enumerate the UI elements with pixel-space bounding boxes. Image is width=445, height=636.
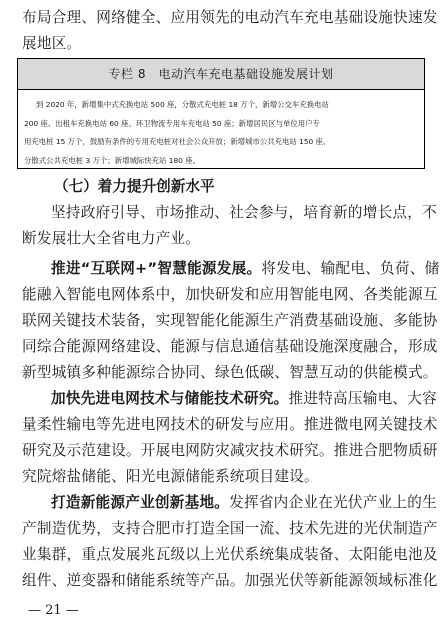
paragraph-4 (22, 490, 438, 594)
text-line (22, 256, 440, 282)
text-line: 布局合理、网络健全、应用领先的电动汽车充电基础设施快速发 (22, 9, 438, 26)
text-line: 断发展壮大全省电力产业。 (22, 230, 201, 247)
box-body (18, 90, 424, 170)
text-line (22, 490, 437, 516)
text-line: 坚持政府引导、市场推动、社会参与，培育新的增长点，不 (51, 204, 437, 221)
section-heading: （七）着力提升创新水平 (54, 178, 215, 195)
page-number: — 21 — (28, 603, 79, 618)
text-line: 联网关键技术装备，实现智能化能源生产消费基础设施、多能协 (22, 312, 438, 329)
text-line: 研究及示范建设。开展电网防灾减灾技术研究。推进合肥物质研 (22, 442, 438, 459)
box-line: 用充电桩 15 万个，鼓励有条件的专用充电桩对社会公众开放；新增城市公共充电站 150 座、 (24, 137, 331, 146)
box-title: 专栏 8 电动汽车充电基础设施发展计划 (18, 59, 424, 90)
text-line: 展地区。 (22, 35, 82, 52)
text-line: 能融入智能电网体系中，加快研发和应用智能电网、各类能源互 (22, 286, 438, 303)
text-line: 组件、逆变器和储能系统等产品。加强光伏等新能源领域标准化 (22, 572, 438, 589)
text-line: 新型城镇多种能源综合协同、绿色低碳、智慧互动的供能模式。 (22, 364, 438, 381)
text-line: 业集群，重点发展兆瓦级以上光伏系统集成装备、太阳能电池及 (22, 546, 438, 563)
text-line: 同综合能源网络建设、能源与信息通信基础设施深度融合，形成 (22, 338, 438, 355)
text-line: 究院熔盐储能、阳光电源储能系统项目建设。 (22, 468, 319, 485)
line-rest: 发挥省内企业在光伏产业上的生 (229, 494, 437, 511)
bold-lead: 推进“互联网+”智慧能源发展。 (51, 260, 262, 277)
paragraph-2 (22, 256, 440, 386)
line-rest: 推进特高压输电、大容 (288, 390, 437, 407)
box-line: 分散式公共充电桩 3 万个；新增城际快充站 180 座。 (24, 155, 201, 165)
paragraph-1 (22, 200, 437, 252)
bold-lead: 加快先进电网技术与储能技术研究。 (51, 390, 289, 407)
line-rest: 将发电、输配电、负荷、储 (261, 260, 440, 277)
box-line: 到 2020 年，新增集中式充换电站 500 座，分散式充电桩 18 万个，新增公交车充换电站 (36, 100, 329, 109)
bold-lead: 打造新能源产业创新基地。 (51, 494, 230, 511)
box-line: 200 座、出租车充换电站 60 座、环卫物流专用车充电站 50 座；新增居民区与单位用户专 (24, 118, 320, 128)
intro-paragraph (22, 5, 438, 57)
text-line: 产制造优势，支持合肥市打造全国一流、技术先进的光伏制造产 (22, 520, 438, 537)
text-line: 量柔性输电等先进电网技术的研发与应用。推进微电网关键技术 (22, 416, 438, 433)
paragraph-3 (22, 386, 438, 490)
text-line (22, 386, 437, 412)
sidebar-box (17, 58, 425, 169)
